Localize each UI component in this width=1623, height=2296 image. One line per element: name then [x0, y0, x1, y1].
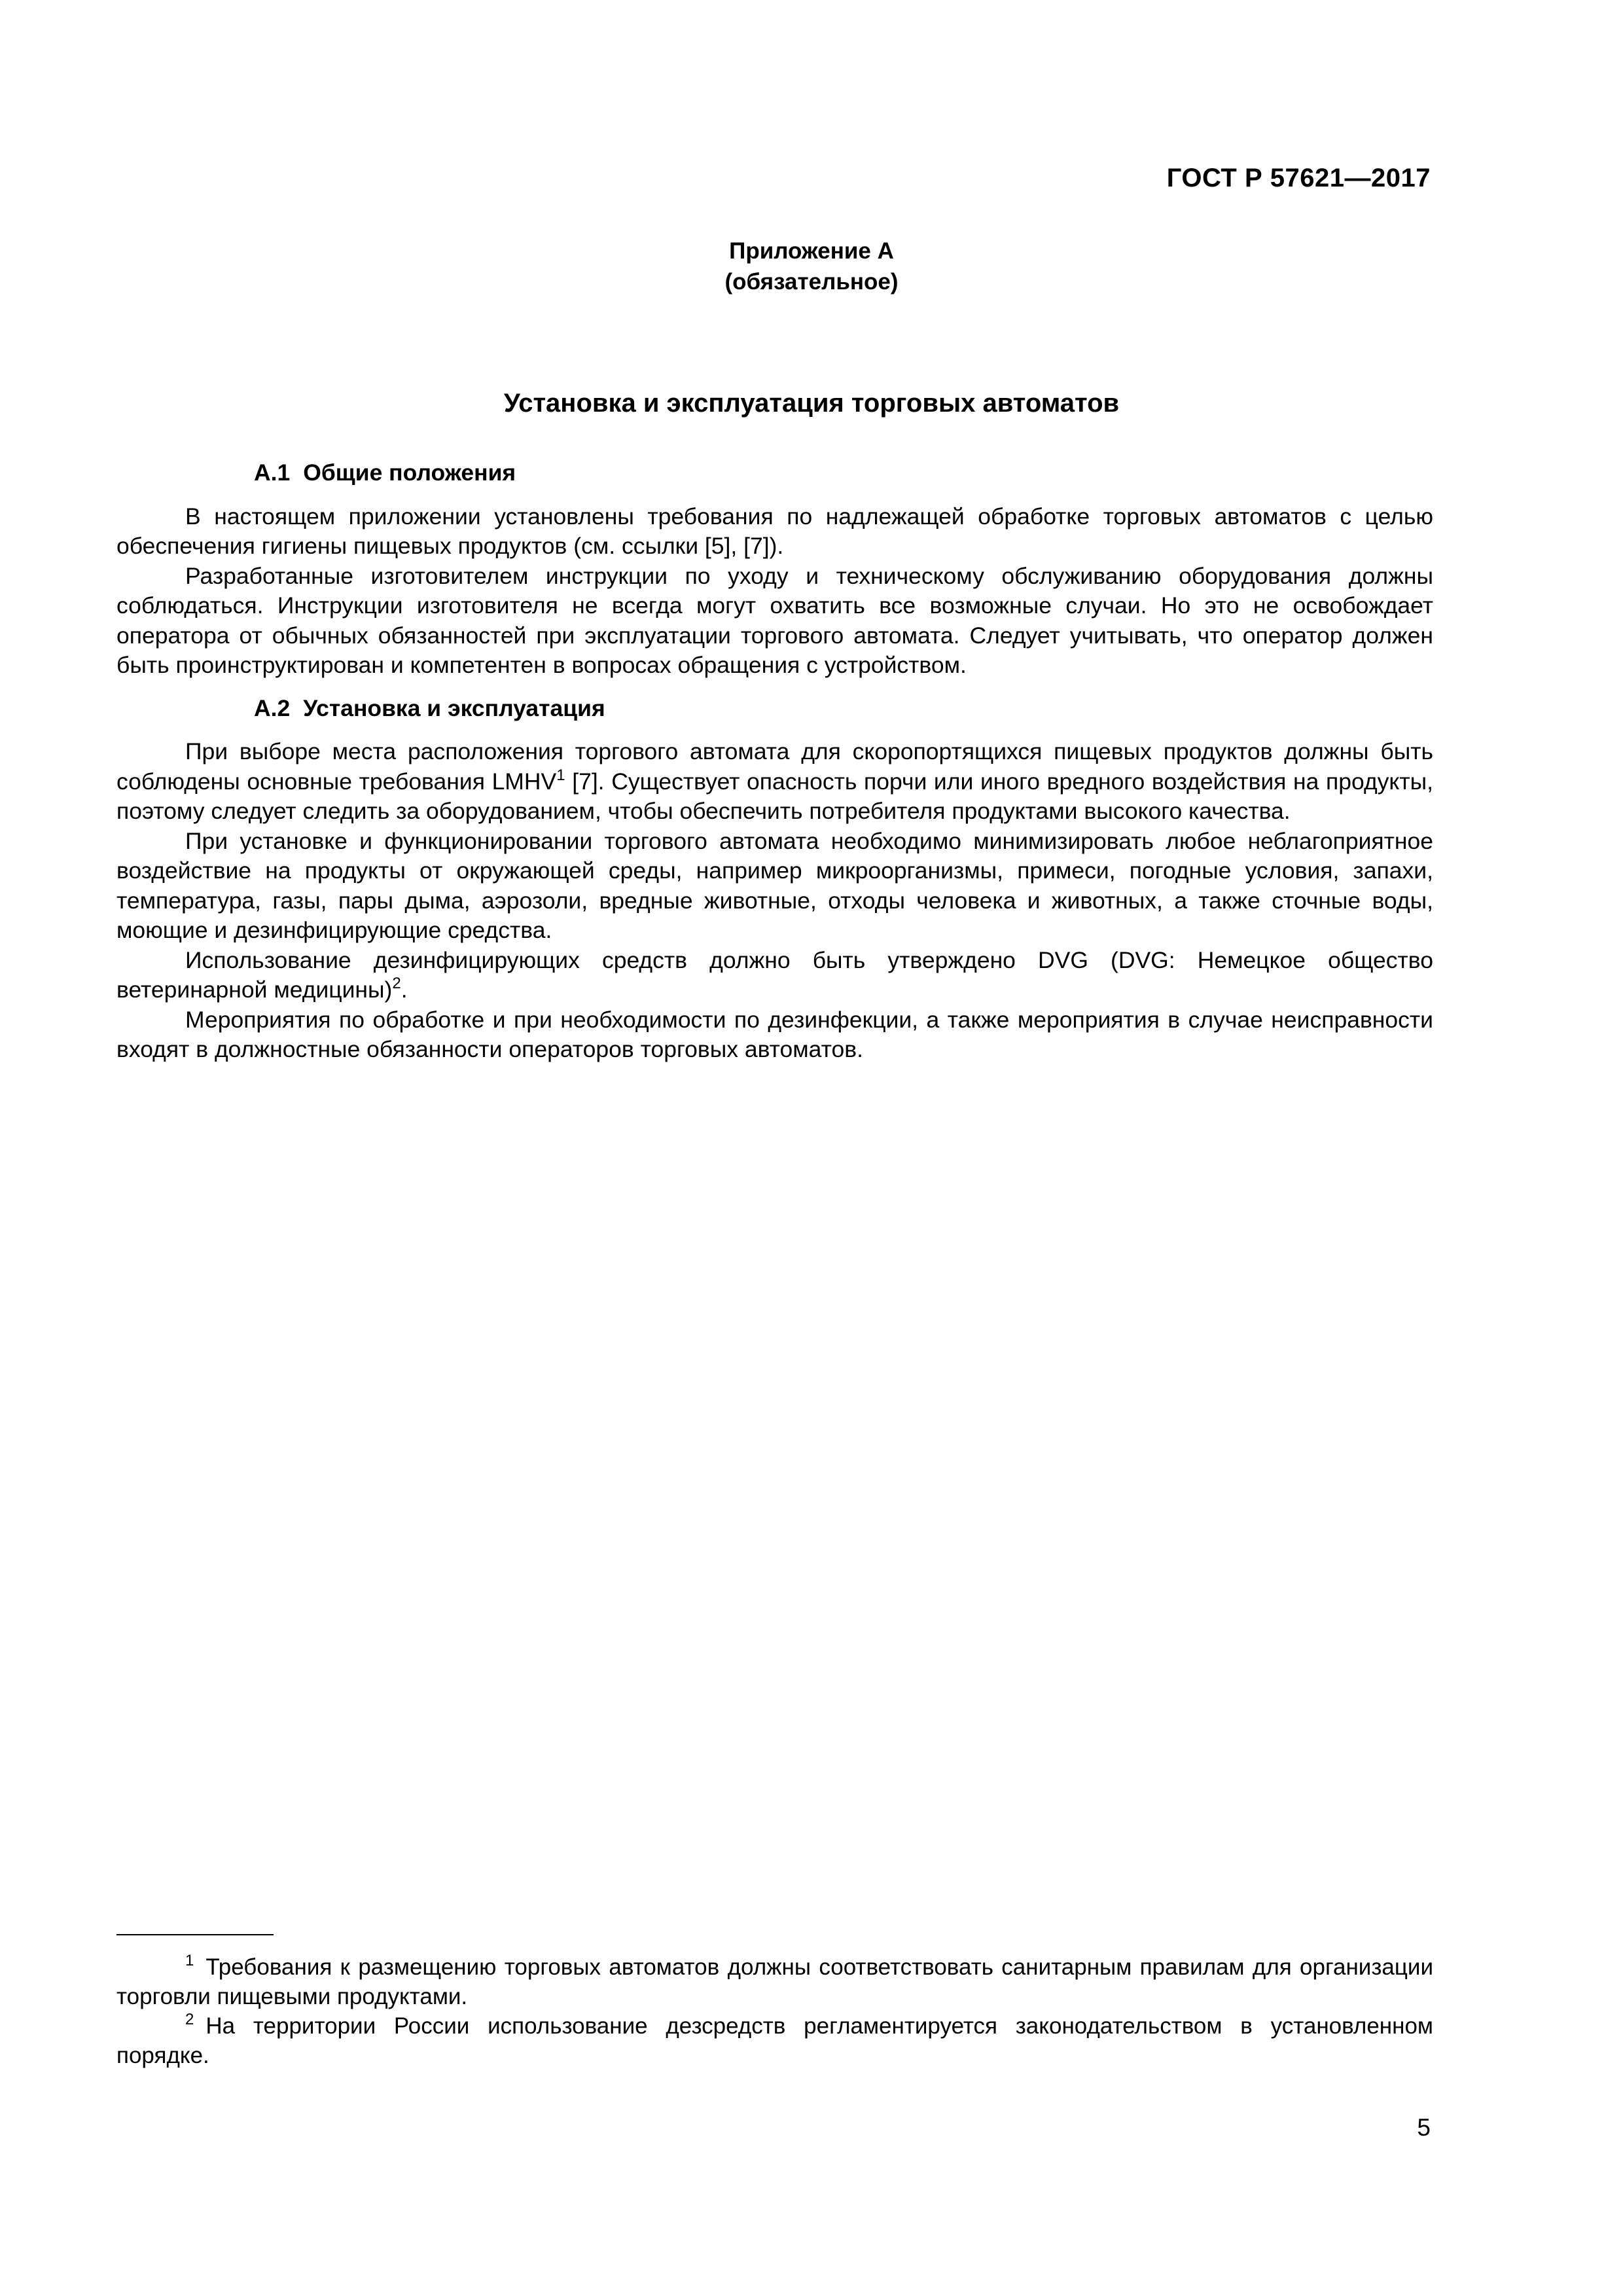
section-number: А.1: [254, 459, 291, 486]
paragraph: Мероприятия по обработке и при необходимости по дезинфекции, а также мероприятия в случае неисправности входят в должностные обязанности операторов торговых автоматов.: [116, 1006, 1433, 1062]
paragraph-text: Использование дезинфицирующих средств должно быть утверждено DVG (DVG: Немецкое общество ветеринарной медицины): [116, 946, 1433, 1003]
footnote-mark: 2: [185, 2011, 194, 2028]
appendix-status: (обязательное): [724, 269, 899, 295]
paragraph: [116, 737, 1433, 827]
paragraph: Разработанные изготовителем инструкции по уходу и техническому обслуживанию оборудования должны соблюдаться. Инструкции изготовителя не всегда могут охватить все возможные случаи. Но это не освобождает оператора от обычных обязанностей при эксплуатации торгового автомата. Следует учитывать, что оператор должен быть проинструктирован и компетентен в вопросах обращения с устройством.: [116, 562, 1433, 678]
footnote-reference[interactable]: 1: [556, 766, 565, 784]
section-title: Общие положения: [303, 459, 516, 486]
footnote-text: На территории России использование дезсредств регламентируется законодательством в установленном порядке.: [116, 2013, 1433, 2068]
section-heading-a2: [116, 694, 1433, 724]
footnote: [116, 1952, 1433, 2011]
paragraph-text: .: [401, 977, 408, 1003]
paragraph: При установке и функционировании торгового автомата необходимо минимизировать любое неблагоприятное воздействие на продукты от окружающей среды, например микроорганизмы, примеси, погодные условия, запахи, температура, газы, пары дыма, аэрозоли, вредные животные, отходы человека и животных, а также сточные воды, моющие и дезинфицирующие средства.: [116, 827, 1433, 943]
paragraph: [116, 946, 1433, 1005]
section-number: А.2: [254, 694, 291, 721]
appendix-label: Приложение А: [729, 238, 894, 264]
footnotes: [116, 1952, 1433, 2070]
paragraph: В настоящем приложении установлены требования по надлежащей обработке торговых автоматов с целью обеспечения гигиены пищевых продуктов (см. ссылки [5], [7]).: [116, 503, 1433, 559]
footnote-text: Требования к размещению торговых автоматов должны соответствовать санитарным правилам для организации торговли пищевыми продуктами.: [116, 1954, 1433, 2009]
section-heading-a1: [116, 458, 1433, 488]
paragraph-text: [7]. Существует опасность порчи или иного вредного воздействия на продукты, поэтому следует следить за оборудованием, чтобы обеспечить потребителя продуктами высокого качества.: [116, 768, 1433, 824]
footnote-divider: [116, 1934, 274, 1935]
appendix-heading: [0, 236, 1623, 297]
footnote-mark: 1: [185, 1952, 194, 1969]
footnote-reference[interactable]: 2: [392, 975, 401, 992]
footnote: [116, 2011, 1433, 2070]
document-code: ГОСТ Р 57621—2017: [1166, 164, 1431, 192]
section-title: Установка и эксплуатация: [303, 694, 605, 721]
body-text: [116, 458, 1433, 1065]
paragraph-text: При выборе места расположения торгового автомата для скоропортящихся пищевых продуктов должны быть соблюдены основные требования LMHV: [116, 738, 1433, 795]
page-number: 5: [1417, 2114, 1431, 2141]
appendix-title: Установка и эксплуатация торговых автоматов: [503, 389, 1120, 418]
